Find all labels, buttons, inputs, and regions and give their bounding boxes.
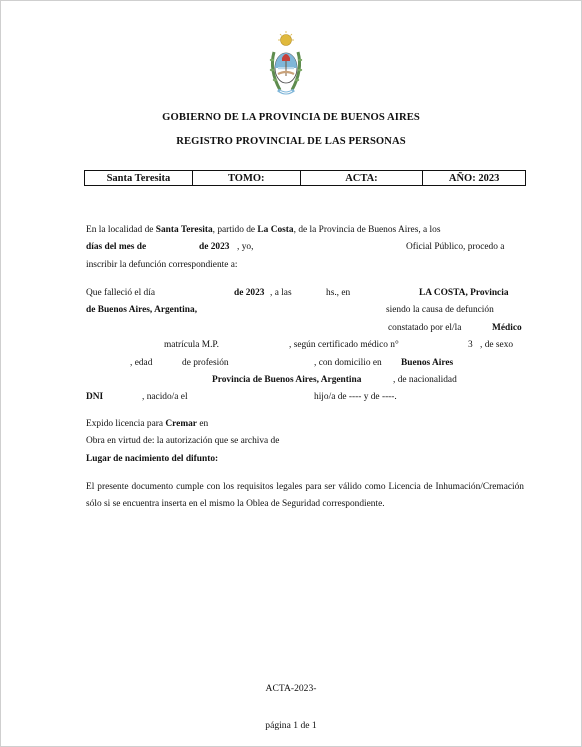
document-subtitle: REGISTRO PROVINCIAL DE LAS PERSONAS: [176, 136, 406, 147]
details-line-4: matrícula M.P. , según certificado médico n° 3 , de sexo: [164, 340, 514, 351]
license-line-2: Obra en virtud de: la autorización que se archiva de: [86, 436, 280, 447]
anio-cell: AÑO: 2023: [423, 171, 526, 186]
intro-line-3: inscribir la defunción correspondiente a:: [86, 259, 238, 270]
details-line-2: de Buenos Aires, Argentina, siendo la causa de defunción: [86, 305, 494, 316]
intro-line-2: días del mes de de 2023 , yo, Oficial Público, procedo a: [86, 239, 524, 256]
paragraph-legal-notice: El presente documento cumple con los requisitos legales para ser válido como Licencia de Inhumación/Cremación sólo si se encuentra inserta en el mismo la Oblea de Seguridad correspondiente.: [86, 482, 524, 510]
record-info-table: [84, 170, 526, 186]
license-line-1: Expido licencia para Cremar en: [86, 419, 209, 429]
details-line-5: , edad de profesión , con domicilio en Buenos Aires: [130, 357, 454, 368]
paragraph-death-details: [86, 285, 524, 407]
details-line-3: constatado por el/la Médico: [388, 322, 522, 333]
acta-reference: ACTA-2023-: [265, 683, 317, 694]
locality-name: Santa Teresita: [155, 225, 213, 235]
license-type: Cremar: [165, 419, 197, 429]
tomo-cell: TOMO:: [192, 171, 300, 186]
oficial-publico-text: Oficial Público, procedo a: [406, 242, 505, 253]
page-number: página 1 de 1: [265, 720, 317, 731]
partido-name: La Costa: [257, 225, 294, 235]
details-line-6: Provincia de Buenos Aires, Argentina , de nacionalidad: [212, 374, 457, 385]
paragraph-license: [86, 416, 524, 468]
document-title: GOBIERNO DE LA PROVINCIA DE BUENOS AIRES: [162, 112, 420, 123]
details-line-7: DNI , nacido/a el hijo/a de ---- y de ----.: [86, 392, 397, 403]
paragraph-intro: [86, 222, 524, 274]
details-line-1: Que falleció el día de 2023 , a las hs., en LA COSTA, Provincia: [86, 288, 509, 298]
intro-line-1: En la localidad de Santa Teresita, partido de La Costa, de la Provincia de Buenos Aires, a los: [86, 225, 441, 235]
coat-of-arms-icon: [266, 30, 306, 100]
locality-cell: Santa Teresita: [85, 171, 193, 186]
acta-cell: ACTA:: [300, 171, 423, 186]
license-line-3: Lugar de nacimiento del difunto:: [86, 453, 219, 464]
